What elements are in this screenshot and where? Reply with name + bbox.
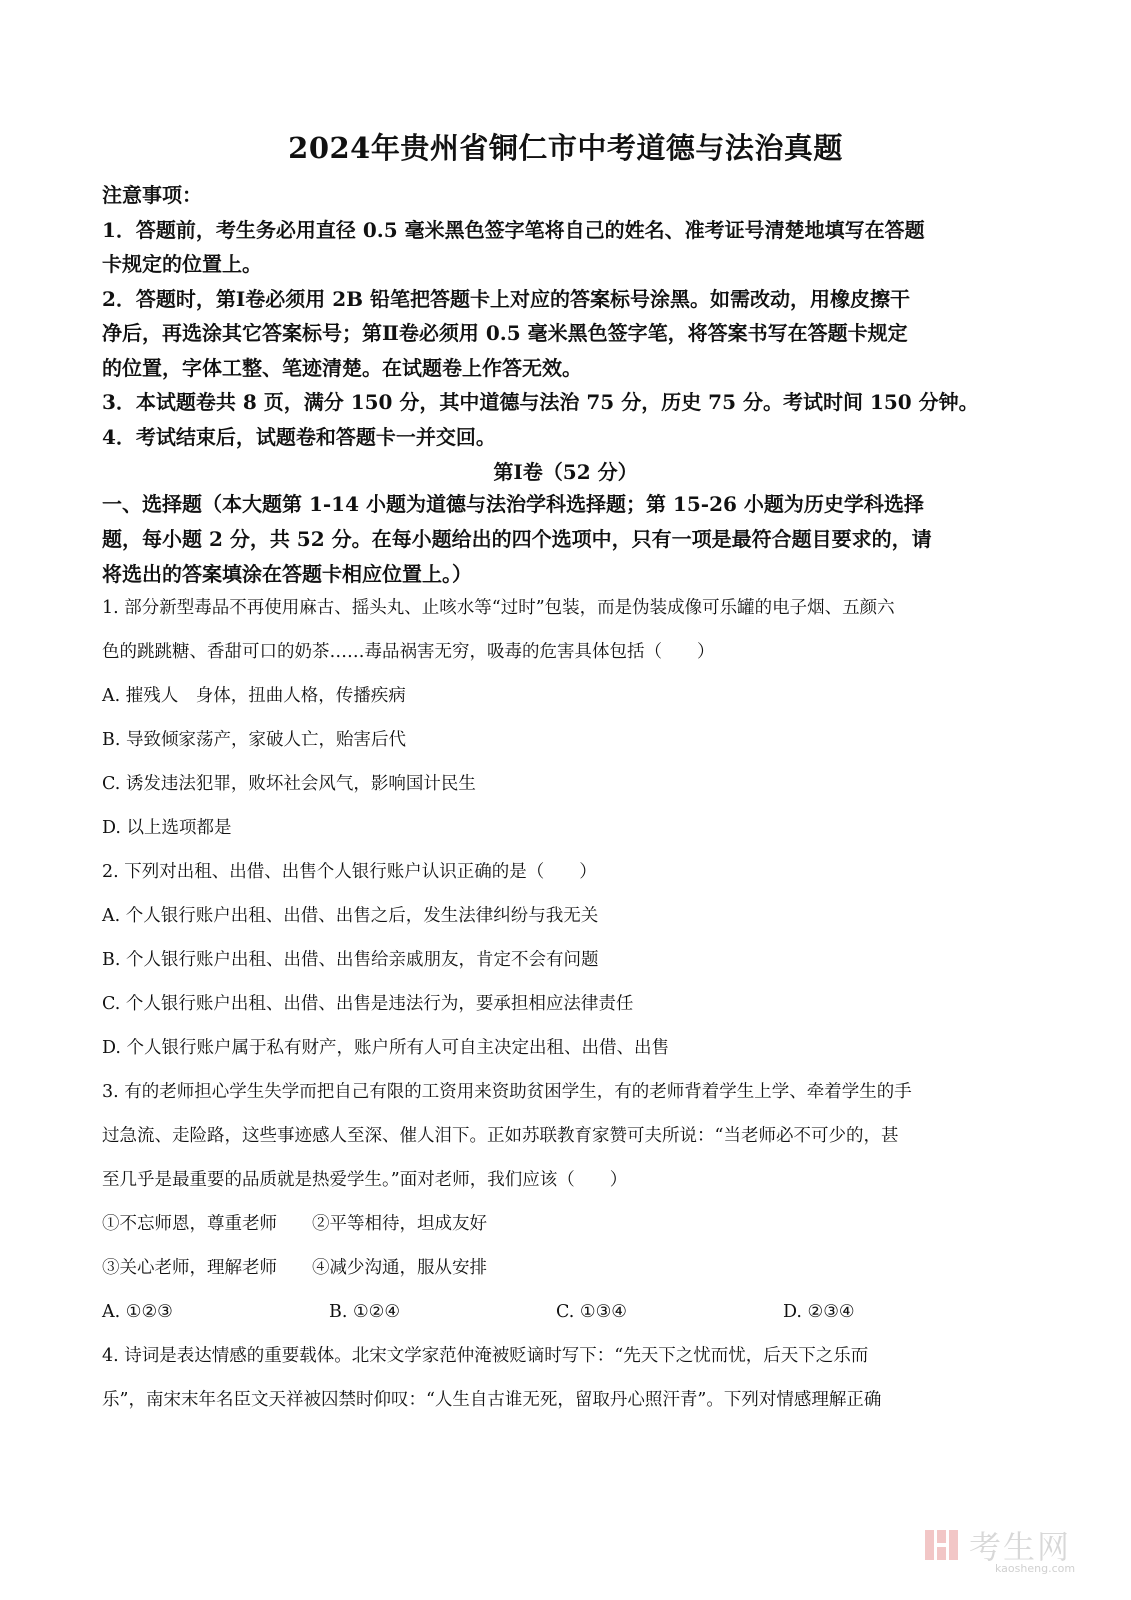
part-intro-line: 题，每小题 2 分，共 52 分。在每小题给出的四个选项中，只有一项是最符合题目要求的，请 (102, 527, 932, 551)
question-3-stem (102, 1081, 1037, 1191)
question-3-options (102, 1301, 1037, 1323)
question-2-option-a: A. 个人银行账户出租、出借、出售之后，发生法律纠纷与我无关 (102, 906, 599, 926)
question-stem-line: 3. 有的老师担心学生失学而把自己有限的工资用来资助贫困学生，有的老师背着学生上学、牵着学生的手 (102, 1082, 912, 1102)
question-3-option-b: B. ①②④ (329, 1302, 401, 1322)
question-stem-line: 色的跳跳糖、香甜可口的奶茶……毒品祸害无穷，吸毒的危害具体包括（ ） (102, 642, 715, 662)
question-3-option-c: C. ①③④ (556, 1302, 627, 1322)
question-3-statements: ①不忘师恩，尊重老师 ②平等相待，坦成友好 (102, 1214, 487, 1234)
watermark (923, 1520, 1103, 1578)
question-1-stem (102, 597, 1037, 663)
notice-heading: 注意事项： (102, 183, 202, 207)
notice-block (102, 178, 1042, 454)
notice-line: 2．答题时，第Ⅰ卷必须用 2B 铅笔把答题卡上对应的答案标号涂黑。如需改动，用橡皮擦干 (102, 286, 911, 311)
question-3-option-a: A. ①②③ (102, 1302, 173, 1322)
question-4-stem (102, 1345, 1037, 1411)
part-intro-line: 一、选择题（本大题第 1-14 小题为道德与法治学科选择题；第 15-26 小题为历史学科选择 (102, 492, 924, 516)
question-3-statements: ③关心老师，理解老师 ④减少沟通，服从安排 (102, 1258, 487, 1278)
question-1-option-c: C. 诱发违法犯罪，败坏社会风气，影响国计民生 (102, 774, 476, 794)
notice-line: 4．考试结束后，试题卷和答题卡一并交回。 (102, 424, 496, 449)
question-stem-line: 至几乎是最重要的品质就是热爱学生。”面对老师，我们应该（ ） (102, 1170, 628, 1190)
notice-line: 卡规定的位置上。 (102, 252, 262, 276)
notice-line: 3．本试题卷共 8 页，满分 150 分，其中道德与法治 75 分，历史 75 分。考试时间 150 分钟。 (102, 390, 979, 414)
watermark-text: 考生网 (969, 1528, 1072, 1566)
question-1-option-a: A. 摧残人 身体，扭曲人格，传播疾病 (102, 686, 406, 706)
part-intro-line: 将选出的答案填涂在答题卡相应位置上。） (102, 562, 472, 586)
page-title: 2024年贵州省铜仁市中考道德与法治真题 (288, 131, 843, 165)
question-stem-line: 过急流、走险路，这些事迹感人至深、催人泪下。正如苏联教育家赞可夫所说：“当老师必不可少的，甚 (102, 1126, 899, 1146)
notice-line: 的位置，字体工整、笔迹清楚。在试题卷上作答无效。 (102, 355, 582, 380)
question-stem-line: 4. 诗词是表达情感的重要载体。北宋文学家范仲淹被贬谪时写下：“先天下之忧而忧，后天下之乐而 (102, 1346, 869, 1366)
question-2-option-c: C. 个人银行账户出租、出借、出售是违法行为，要承担相应法律责任 (102, 994, 634, 1014)
notice-line: 净后，再选涂其它答案标号；第Ⅱ卷必须用 0.5 毫米黑色签字笔，将答案书写在答题卡规定 (102, 321, 908, 345)
question-3-option-d: D. ②③④ (783, 1302, 855, 1322)
question-stem-line: 乐”，南宋末年名臣文天祥被囚禁时仰叹：“人生自古谁无死，留取丹心照汗青”。下列对情感理解正确 (102, 1390, 882, 1410)
question-list (102, 597, 1037, 1433)
notice-line: 1．答题前，考生务必用直径 0.5 毫米黑色签字笔将自己的姓名、准考证号清楚地填写在答题 (102, 217, 925, 242)
kaosheng-logo-icon (923, 1526, 961, 1564)
question-1-option-d: D. 以上选项都是 (102, 818, 232, 838)
part-intro (102, 487, 1042, 592)
watermark-url: kaosheng.com (995, 1562, 1076, 1575)
question-2-option-b: B. 个人银行账户出租、出借、出售给亲戚朋友，肯定不会有问题 (102, 950, 599, 970)
question-2-option-d: D. 个人银行账户属于私有财产，账户所有人可自主决定出租、出借、出售 (102, 1038, 670, 1058)
question-2-stem: 2. 下列对出租、出借、出售个人银行账户认识正确的是（ ） (102, 862, 597, 882)
question-1-option-b: B. 导致倾家荡产，家破人亡，贻害后代 (102, 730, 406, 750)
section-heading: 第Ⅰ卷（52 分） (493, 460, 638, 484)
question-stem-line: 1. 部分新型毒品不再使用麻古、摇头丸、止咳水等“过时”包装，而是伪装成像可乐罐的电子烟、五颜六 (102, 598, 895, 618)
